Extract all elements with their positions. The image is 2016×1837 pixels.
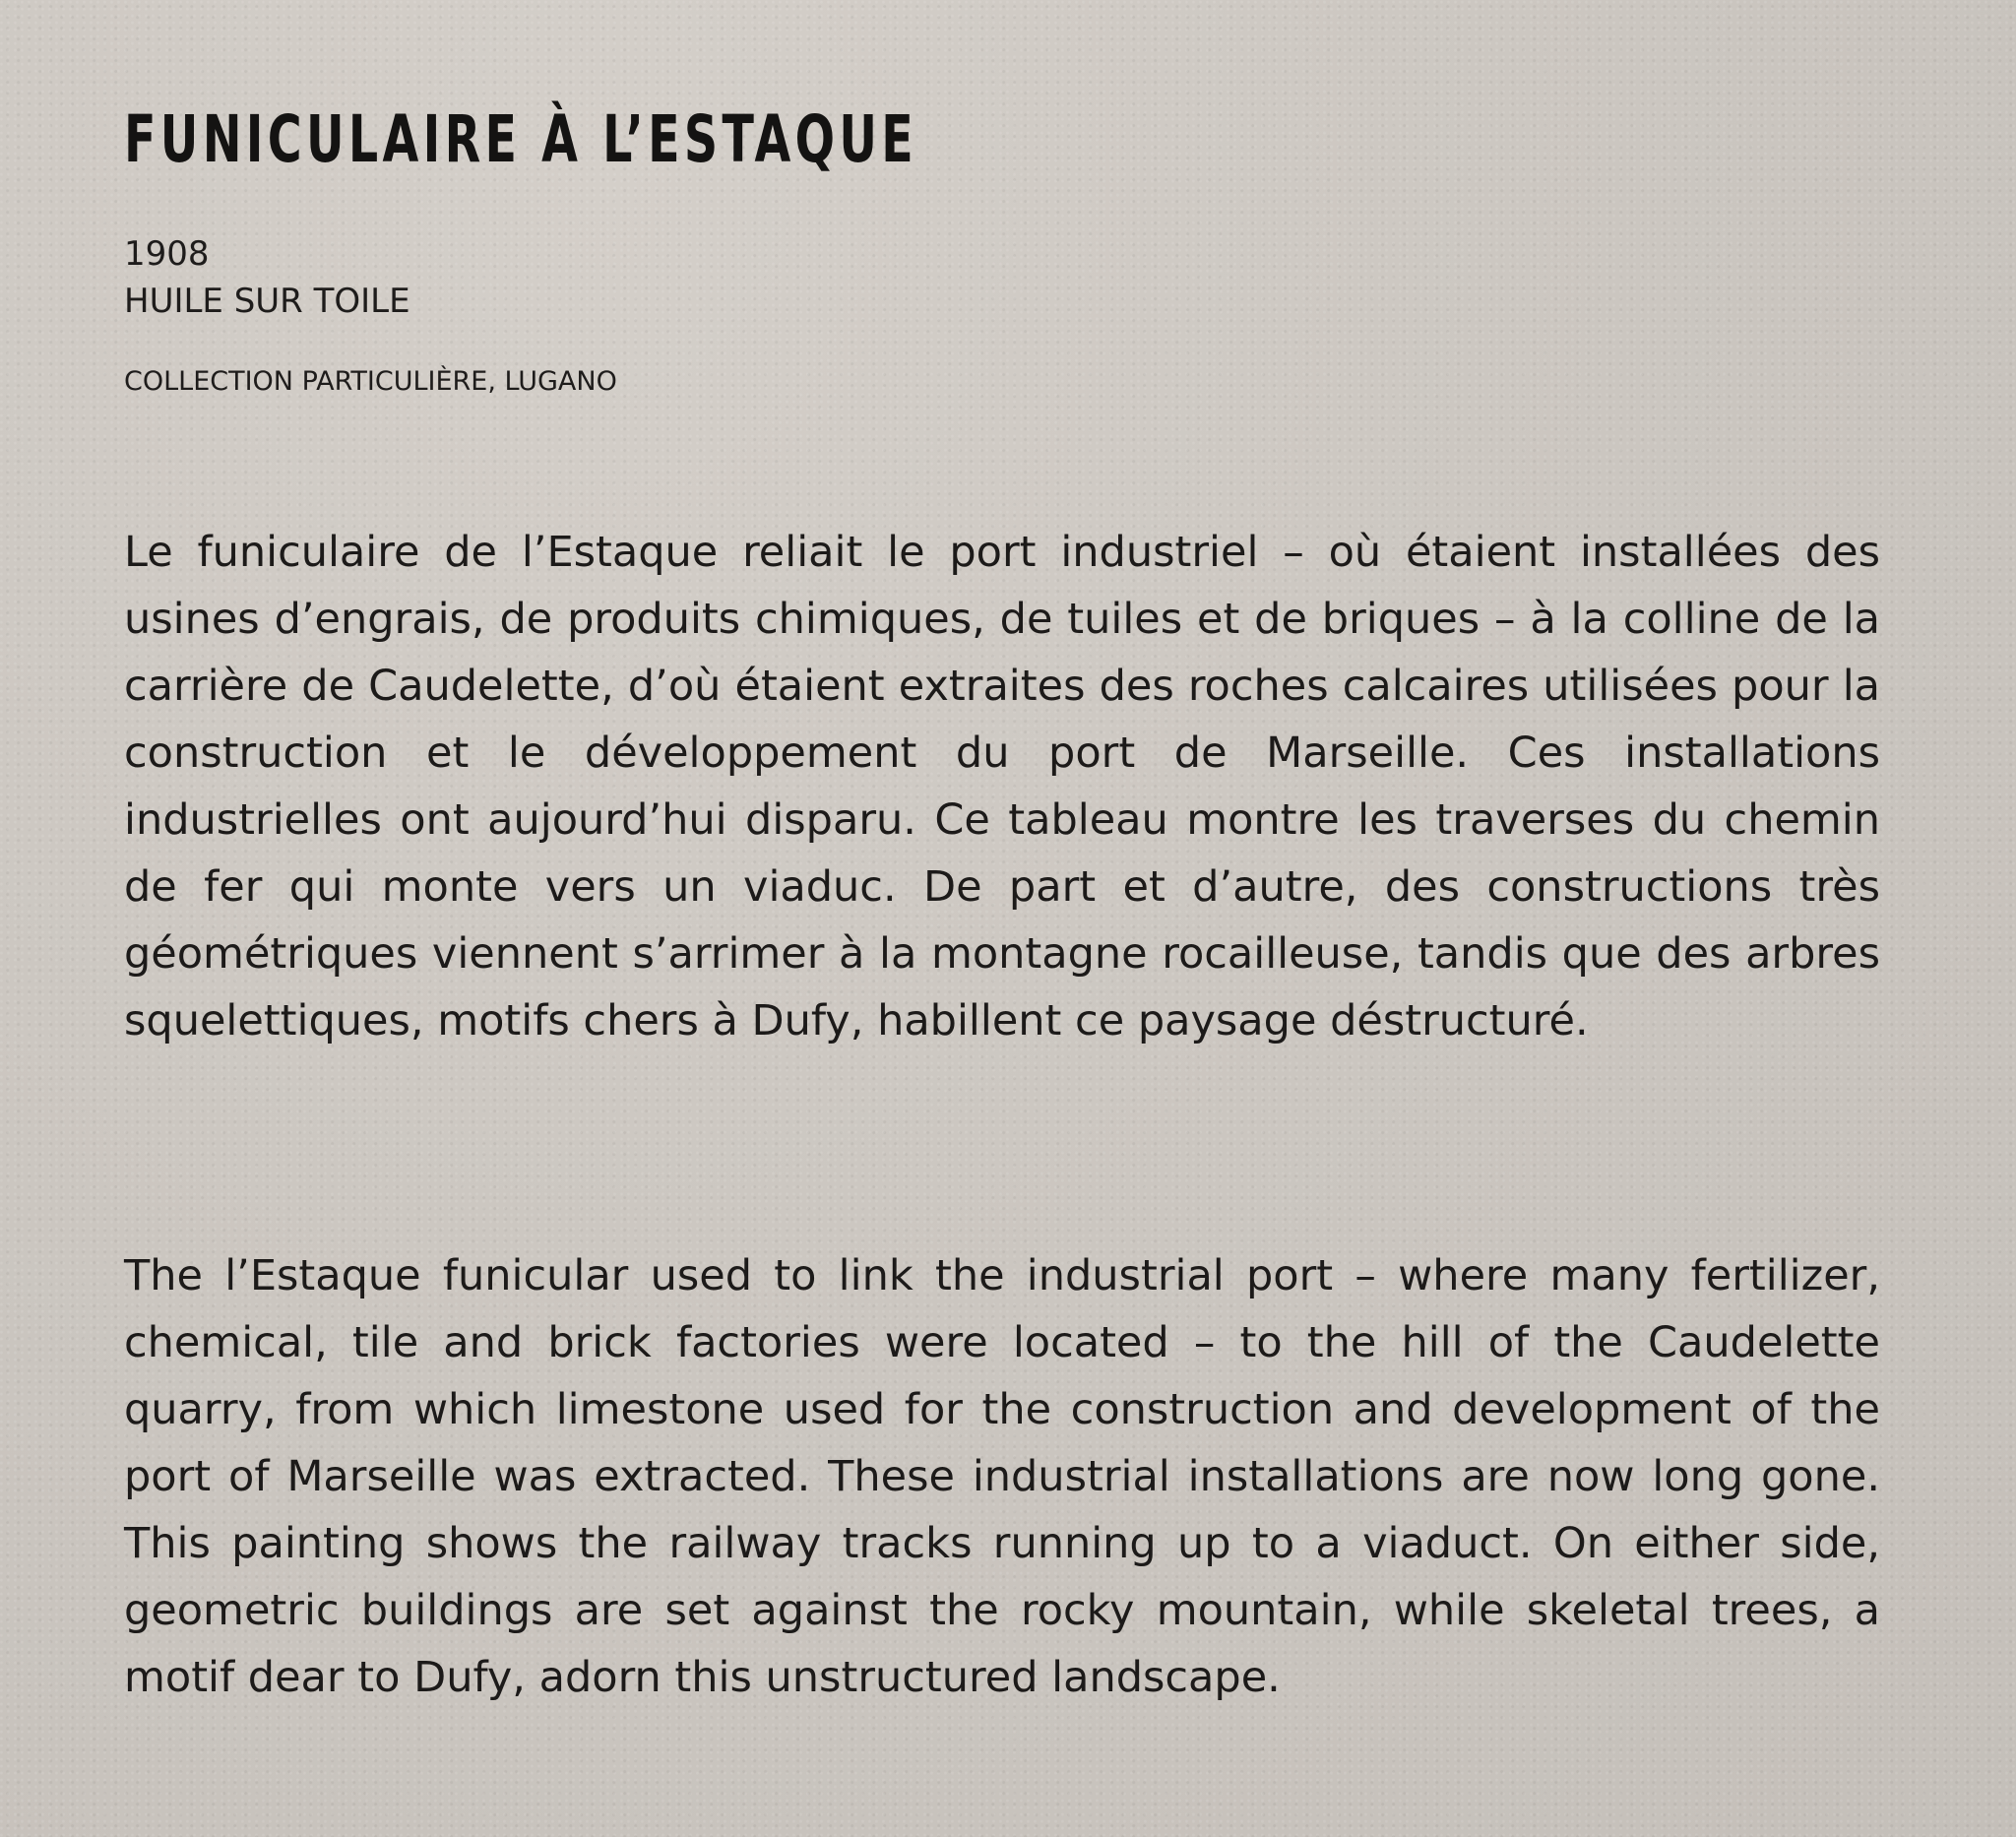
artwork-title: FUNICULAIRE À L’ESTAQUE xyxy=(124,101,918,177)
artwork-medium: HUILE SUR TOILE xyxy=(124,282,410,321)
description-french: Le funiculaire de l’Estaque reliait le port industriel – où étaient installées des usines d’engrais, de produits chimiques, de tuiles et de briques – à la colline de la carrière de Caudelette, d’où étaient extraites des roches calcaires utilisées pour la construction et le développement du port de Marseille. Ces installations industrielles ont aujourd’hui disparu. Ce tableau montre les traverses du chemin de fer qui monte vers un viaduc. De part et d’autre, des constructions très géométriques viennent s’arrimer à la montagne rocailleuse, tandis que des arbres squelettiques, motifs chers à Dufy, habillent ce paysage déstructuré. xyxy=(124,528,1880,1045)
artwork-date: 1908 xyxy=(124,234,210,274)
artwork-collection: COLLECTION PARTICULIÈRE, LUGANO xyxy=(124,366,617,397)
description-english: The l’Estaque funicular used to link the industrial port – where many fertilizer, chemical, tile and brick factories were located – to the hill of the Caudelette quarry, from which limestone used for the construction and development of the port of Marseille was extracted. These industrial installations are now long gone. This painting shows the railway tracks running up to a viaduct. On either side, geometric buildings are set against the rocky mountain, while skeletal trees, a motif dear to Dufy, adorn this unstructured landscape. xyxy=(124,1251,1880,1702)
